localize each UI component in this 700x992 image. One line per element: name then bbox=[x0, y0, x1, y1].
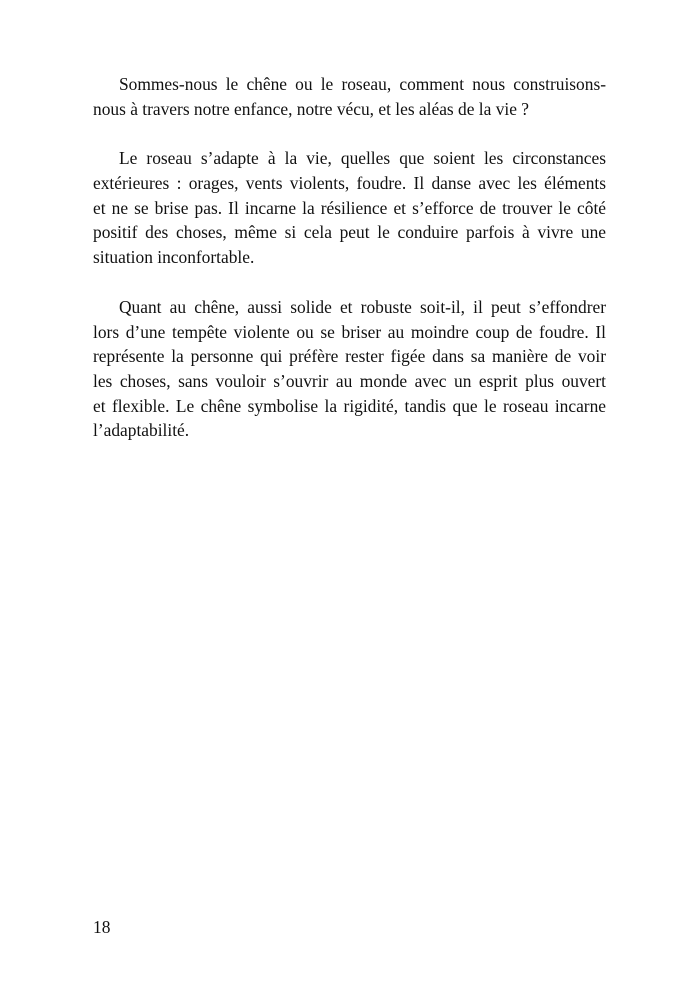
text-line: positif des choses, même si cela peut le conduire parfois à vivre une bbox=[93, 222, 606, 243]
text-line: Quant au chêne, aussi solide et robuste soit-il, il peut s’effondrer bbox=[119, 296, 606, 317]
paragraph-2 bbox=[93, 146, 606, 269]
text-line: représente la personne qui préfère rester figée dans sa manière de voir bbox=[93, 346, 606, 367]
text-line: Sommes-nous le chêne ou le roseau, comment nous construisons- bbox=[119, 74, 606, 94]
text-line: et flexible. Le chêne symbolise la rigidité, tandis que le roseau incarne bbox=[93, 395, 606, 416]
text-line: et ne se brise pas. Il incarne la résilience et s’efforce de trouver le côté bbox=[93, 197, 606, 218]
text-line: Le roseau s’adapte à la vie, quelles que soient les circonstances bbox=[119, 148, 606, 169]
body-text bbox=[93, 72, 606, 468]
paragraph-1 bbox=[93, 72, 606, 121]
text-line: l’adaptabilité. bbox=[93, 420, 190, 441]
text-line: situation inconfortable. bbox=[93, 247, 255, 268]
text-line: les choses, sans vouloir s’ouvrir au monde avec un esprit plus ouvert bbox=[93, 370, 606, 391]
paragraph-3 bbox=[93, 295, 606, 443]
text-line: lors d’une tempête violente ou se briser au moindre coup de foudre. Il bbox=[93, 321, 606, 342]
page-number: 18 bbox=[93, 917, 111, 937]
text-line: nous à travers notre enfance, notre vécu, et les aléas de la vie ? bbox=[93, 98, 530, 119]
text-line: extérieures : orages, vents violents, foudre. Il danse avec les éléments bbox=[93, 173, 606, 194]
